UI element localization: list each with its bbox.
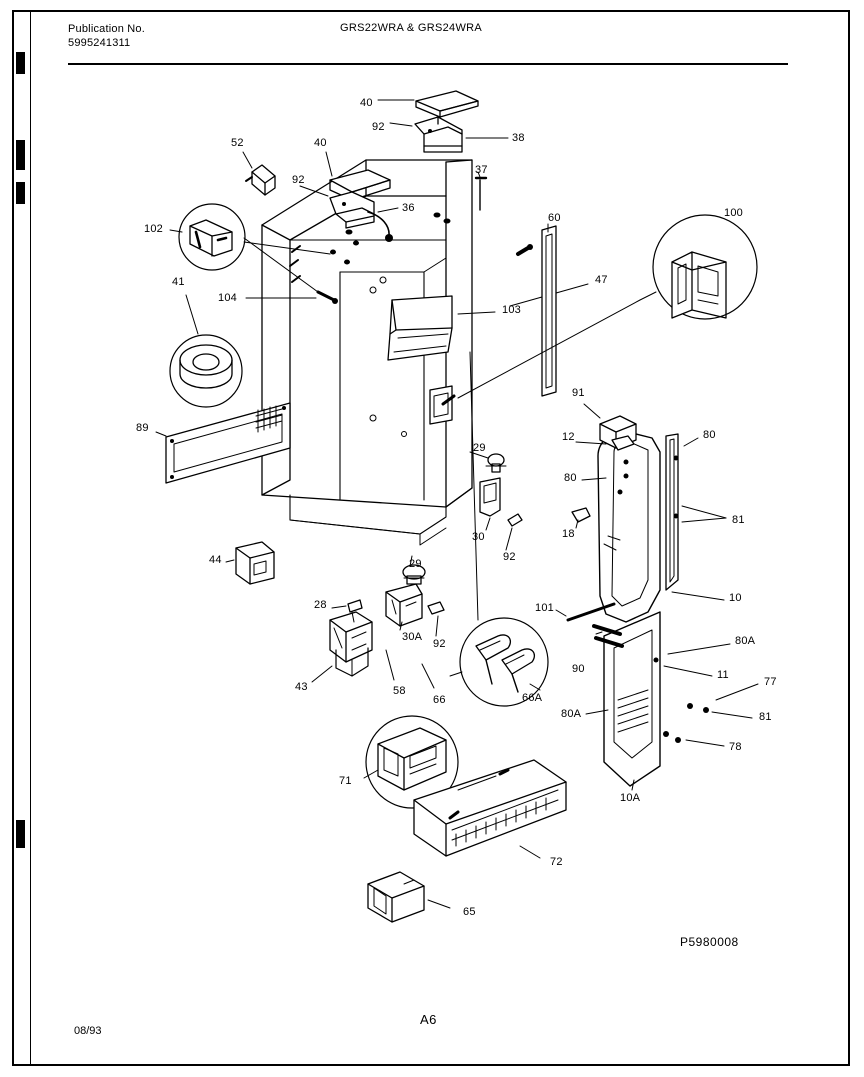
callout-28: 28 xyxy=(314,599,327,611)
callout-92d: 92 xyxy=(433,638,446,650)
callout-92: 92 xyxy=(372,121,385,133)
page-inner-border xyxy=(30,10,850,1066)
callout-72: 72 xyxy=(550,856,563,868)
callout-78: 78 xyxy=(729,741,742,753)
publication-label: Publication No. xyxy=(68,23,145,35)
margin-tick xyxy=(16,182,25,204)
callout-36: 36 xyxy=(402,202,415,214)
callout-66: 66 xyxy=(433,694,446,706)
callout-65: 65 xyxy=(463,906,476,918)
callout-92b: 92 xyxy=(292,174,305,186)
callout-80b: 80 xyxy=(703,429,716,441)
callout-104: 104 xyxy=(218,292,237,304)
callout-90: 90 xyxy=(572,663,585,675)
margin-tick xyxy=(16,820,25,848)
callout-102: 102 xyxy=(144,223,163,235)
callout-80A1: 80A xyxy=(735,635,756,647)
callout-66A: 66A xyxy=(522,692,543,704)
callout-11: 11 xyxy=(717,669,729,681)
margin-tick xyxy=(16,52,25,74)
callout-30A: 30A xyxy=(402,631,423,643)
callout-40: 40 xyxy=(360,97,373,109)
callout-43: 43 xyxy=(295,681,308,693)
callout-60: 60 xyxy=(548,212,561,224)
callout-58: 58 xyxy=(393,685,406,697)
publication-block xyxy=(68,22,145,50)
header-rule xyxy=(68,63,788,65)
callout-81a: 81 xyxy=(732,514,745,526)
callout-100: 100 xyxy=(724,207,743,219)
callout-77: 77 xyxy=(764,676,777,688)
callout-71: 71 xyxy=(339,775,352,787)
model-numbers: GRS22WRA & GRS24WRA xyxy=(340,22,483,34)
callout-10A: 10A xyxy=(620,792,641,804)
callout-101: 101 xyxy=(535,602,554,614)
callout-12: 12 xyxy=(562,431,575,443)
callout-92c: 92 xyxy=(503,551,516,563)
callout-52: 52 xyxy=(231,137,244,149)
callout-37: 37 xyxy=(475,164,488,176)
callout-38: 38 xyxy=(512,132,525,144)
page-number: A6 xyxy=(420,1012,437,1027)
callout-29a: 29 xyxy=(473,442,486,454)
callout-81b: 81 xyxy=(759,711,772,723)
callout-29b: 29 xyxy=(409,558,422,570)
callout-91: 91 xyxy=(572,387,585,399)
callout-41: 41 xyxy=(172,276,185,288)
margin-tick xyxy=(16,140,25,170)
callout-18: 18 xyxy=(562,528,575,540)
callout-40b: 40 xyxy=(314,137,327,149)
callout-47: 47 xyxy=(595,274,608,286)
callout-44: 44 xyxy=(209,554,222,566)
date-code: 08/93 xyxy=(74,1025,102,1037)
publication-number: 5995241311 xyxy=(68,37,131,49)
callout-89: 89 xyxy=(136,422,149,434)
callout-103: 103 xyxy=(502,304,521,316)
callout-30: 30 xyxy=(472,531,485,543)
callout-10: 10 xyxy=(729,592,742,604)
callout-80A2: 80A xyxy=(561,708,582,720)
callout-80a: 80 xyxy=(564,472,577,484)
figure-code: P5980008 xyxy=(680,935,739,949)
